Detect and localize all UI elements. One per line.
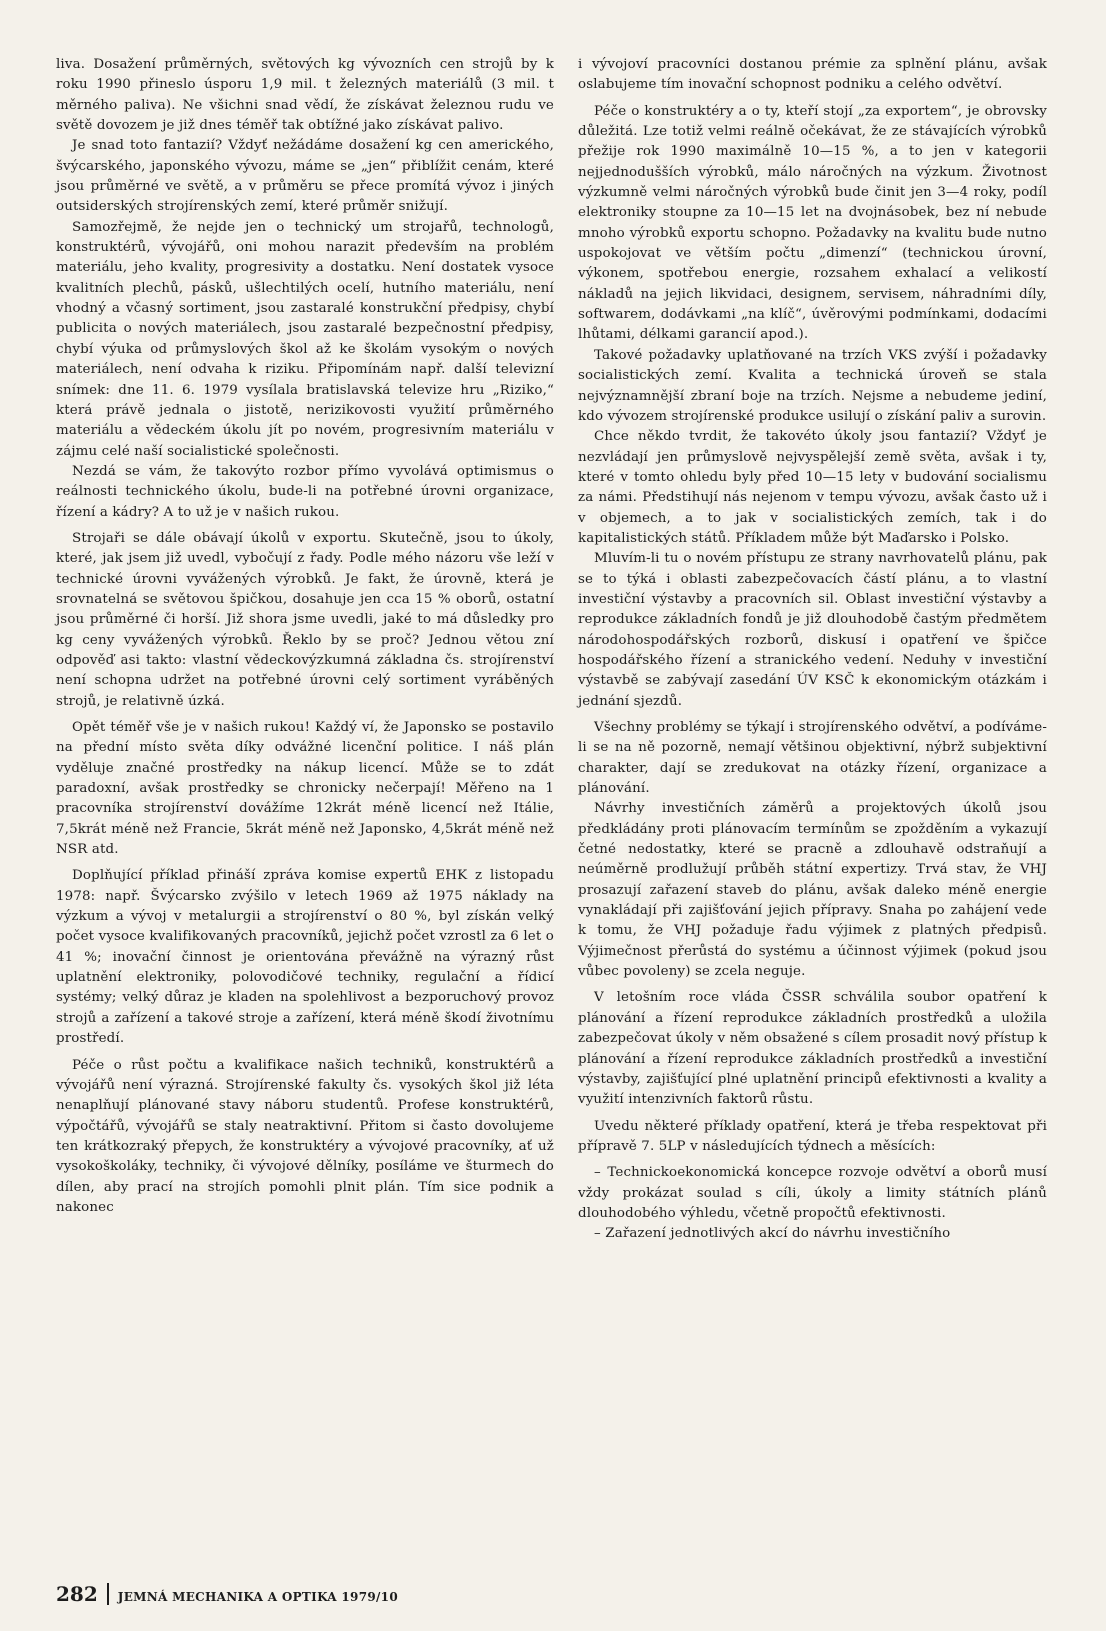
- paragraph: Strojaři se dále obávají úkolů v exportu. Skutečně, jsou to úkoly, které, jak jsem již uvedl, vybočují z řady. Podle mého názoru vše leží v technické úrovni vyvážených výrobků. Je fakt, že úrovně, která je srovnatelná se světovou špičkou, dosahuje jen cca 15 % oborů, ostatní jsou průměrné či horší. Již shora jsme uvedli, jaké to má důsledky pro kg ceny vyvážených výrobků. Řeklo by se proč? Jednou větou zní odpověď asi takto: vlastní vědeckovýzkumná základna čs. strojírenství není schopna udržet na potřebné úrovni celý sortiment vyráběných strojů, je relativně úzká.: [56, 530, 554, 709]
- paragraph: Je snad toto fantazií? Vždyť nežádáme dosažení kg cen amerického, švýcarského, japonského vývozu, máme se „jen“ přiblížit cenám, které jsou průměrné ve světě, a v průměru se přece promítá vývoz i jiných outsiderských strojírenských zemí, které průměr snižují.: [56, 138, 554, 215]
- journal-title: JEMNÁ MECHANIKA A OPTIKA 1979/10: [117, 1590, 398, 1604]
- page-footer: [56, 1582, 398, 1606]
- paragraph: – Technickoekonomická koncepce rozvoje odvětví a oborů musí vždy prokázat soulad s cíli, úkoly a limity státních plánů dlouhodobého výhledu, včetně propočtů efektivnosti.: [578, 1165, 1047, 1221]
- paragraph: Návrhy investičních záměrů a projektových úkolů jsou předkládány proti plánovacím termínům se zpožděním a vykazují četné nedostatky, které se pracně a zdlouhavě odstraňují a neúměrně prodlužují průběh státní expertizy. Trvá stav, že VHJ prosazují zařazení staveb do plánu, avšak daleko méně energie vynakládají při zajišťování jejich přípravy. Snaha po zahájení vede k tomu, že VHJ požaduje řadu výjimek z platných předpisů. Výjimečnost přerůstá do systému a účinnost výjimek (pokud jsou vůbec povoleny) se zcela neguje.: [578, 801, 1047, 980]
- paragraph: Péče o růst počtu a kvalifikace našich techniků, konstruktérů a vývojářů není výrazná. Strojírenské fakulty čs. vysokých škol již léta nenaplňují plánované stavy náboru studentů. Profese konstruktérů, výpočtářů, vývojářů se staly neatraktivní. Přitom si často dovolujeme ten krátkozraký přepych, že konstruktéry a vývojové pracovníky, ať už vysokoškoláky, techniky, či vývojové dělníky, posíláme ve šturmech do dílen, aby prací na strojích pomohli plnit plán. Tím sice podnik a nakonec: [56, 1057, 554, 1215]
- paragraph: liva. Dosažení průměrných, světových kg vývozních cen strojů by k roku 1990 přineslo úsporu 1,9 mil. t železných materiálů (3 mil. t měrného paliva). Ne všichni snad vědí, že získávat železnou rudu ve světě dovozem je již dnes téměř tak obtížné jako získávat palivo.: [56, 57, 554, 134]
- paragraph: Péče o konstruktéry a o ty, kteří stojí „za exportem“, je obrovsky důležitá. Lze totiž velmi reálně očekávat, že ze stávajících výrobků přežije rok 1990 maximálně 10—15 %, a to jen v kategorii nejjednodušších výrobků, málo náročných na výzkum. Životnost výzkumně velmi náročných výrobků bude činit jen 3—4 roky, podíl elektroniky stoupne za 10—15 let na dvojnásobek, bez ní nebude mnoho výrobků exportu schopno. Požadavky na kvalitu bude nutno uspokojovat ve větším počtu „dimenzí“ (technickou úrovní, výkonem, spotřebou energie, rozsahem exhalací a velikostí nákladů na jejich likvidaci, designem, servisem, náhradními díly, softwarem, dodávkami „na klíč“, úvěrovými podmínkami, dodacími lhůtami, délkami garancií apod.).: [578, 103, 1047, 343]
- paragraph: Takové požadavky uplatňované na trzích VKS zvýší i požadavky socialistických zemí. Kvalita a technická úroveň se stala nejvýznamnější zbraní boje na trzích. Nejsme a nebudeme jediní, kdo vývozem strojírenské produkce usilují o získání paliv a surovin.: [578, 347, 1047, 424]
- page-number: 282: [56, 1582, 98, 1606]
- paragraph: i vývojoví pracovníci dostanou prémie za splnění plánu, avšak oslabujeme tím inovační schopnost podniku a celého odvětví.: [578, 57, 1047, 93]
- footer-divider: [107, 1583, 109, 1605]
- left-column: [56, 55, 554, 1218]
- paragraph: Nezdá se vám, že takovýto rozbor přímo vyvolává optimismus o reálnosti technického úkolu, bude-li na potřebné úrovni organizace, řízení a kádry? A to už je v našich rukou.: [56, 463, 554, 520]
- paragraph: Všechny problémy se týkají i strojírenského odvětví, a podíváme-li se na ně pozorně, nemají většinou objektivní, nýbrž subjektivní charakter, dají se zredukovat na otázky řízení, organizace a plánování.: [578, 720, 1047, 797]
- right-column: [578, 55, 1047, 1245]
- paragraph: Opět téměř vše je v našich rukou! Každý ví, že Japonsko se postavilo na přední místo světa díky odvážné licenční politice. I náš plán vyděluje značné prostředky na nákup licencí. Může se to zdát paradoxní, avšak prostředky se chronicky nečerpají! Měřeno na 1 pracovníka strojírenství dovážíme 12krát méně licencí než Itálie, 7,5krát méně než Francie, 5krát méně než Japonsko, 4,5krát méně než NSR atd.: [56, 720, 554, 858]
- paragraph: Doplňující příklad přináší zpráva komise expertů EHK z listopadu 1978: např. Švýcarsko zvýšilo v letech 1969 až 1975 náklady na výzkum a vývoj v metalurgii a strojírenství o 80 %, byl získán velký počet vysoce kvalifikovaných pracovníků, jejichž počet vzrostl za 6 let o 41 %; inovační činnost je orientována převážně na výrazný růst uplatnění elektroniky, polovodičové techniky, regulační a řídicí systémy; velký důraz je kladen na spolehlivost a bezporuchový provoz strojů a zařízení a takové stroje a zařízení, která méně škodí životnímu prostředí.: [56, 868, 554, 1047]
- paragraph: – Zařazení jednotlivých akcí do návrhu investičního: [594, 1226, 951, 1242]
- paragraph: Mluvím-li tu o novém přístupu ze strany navrhovatelů plánu, pak se to týká i oblasti zabezpečovacích částí plánu, a to vlastní investiční výstavby a pracovních sil. Oblast investiční výstavby a reprodukce základních fondů je již dlouhodobě častým předmětem národohospodářských rozborů, diskusí i opatření ve špičce hospodářského řízení a stranického vedení. Neduhy v investiční výstavbě se zabývají zasedání ÚV KSČ k ekonomickým otázkám i jednání sjezdů.: [578, 551, 1047, 709]
- paragraph: Uvedu některé příklady opatření, která je třeba respektovat při přípravě 7. 5LP v následujících týdnech a měsících:: [578, 1118, 1047, 1154]
- paragraph: Samozřejmě, že nejde jen o technický um strojařů, technologů, konstruktérů, vývojářů, oni mohou narazit především na problém materiálu, jeho kvality, progresivity a dostatku. Není dostatek vysoce kvalitních plechů, pásků, ušlechtilých ocelí, hutního materiálu, není vhodný a včasný sortiment, jsou zastaralé konstrukční předpisy, chybí publicita o nových materiálech, jsou zastaralé bezpečnostní předpisy, chybí výuka od průmyslových škol až ke školám vysokým o nových materiálech, není odvaha k riziku. Připomínám např. další televizní snímek: dne 11. 6. 1979 vysílala bratislavská televize hru „Riziko,“ která právě jednala o jistotě, nerizikovosti využití průměrného materiálu a vědeckém úkolu jít po novém, progresivním materiálu v zájmu celé naší socialistické společnosti.: [56, 219, 554, 459]
- paragraph: V letošním roce vláda ČSSR schválila soubor opatření k plánování a řízení reprodukce základních prostředků a uložila zabezpečovat úkoly v něm obsažené s cílem prosadit nový přístup k plánování a řízení reprodukce základních prostředků a investiční výstavby, zajišťující plné uplatnění principů efektivnosti a kvality a využití intenzivních faktorů růstu.: [578, 990, 1047, 1108]
- paragraph: Chce někdo tvrdit, že takovéto úkoly jsou fantazií? Vždyť je nezvládají jen průmyslově nejvyspělejší země světa, avšak i ty, které v tomto ohledu byly před 10—15 lety v budování socialismu za námi. Předstihují nás nejenom v tempu vývozu, avšak často už i v objemech, a to jak v socialistických zemích, tak i do kapitalistických států. Příkladem může být Maďarsko i Polsko.: [578, 429, 1047, 546]
